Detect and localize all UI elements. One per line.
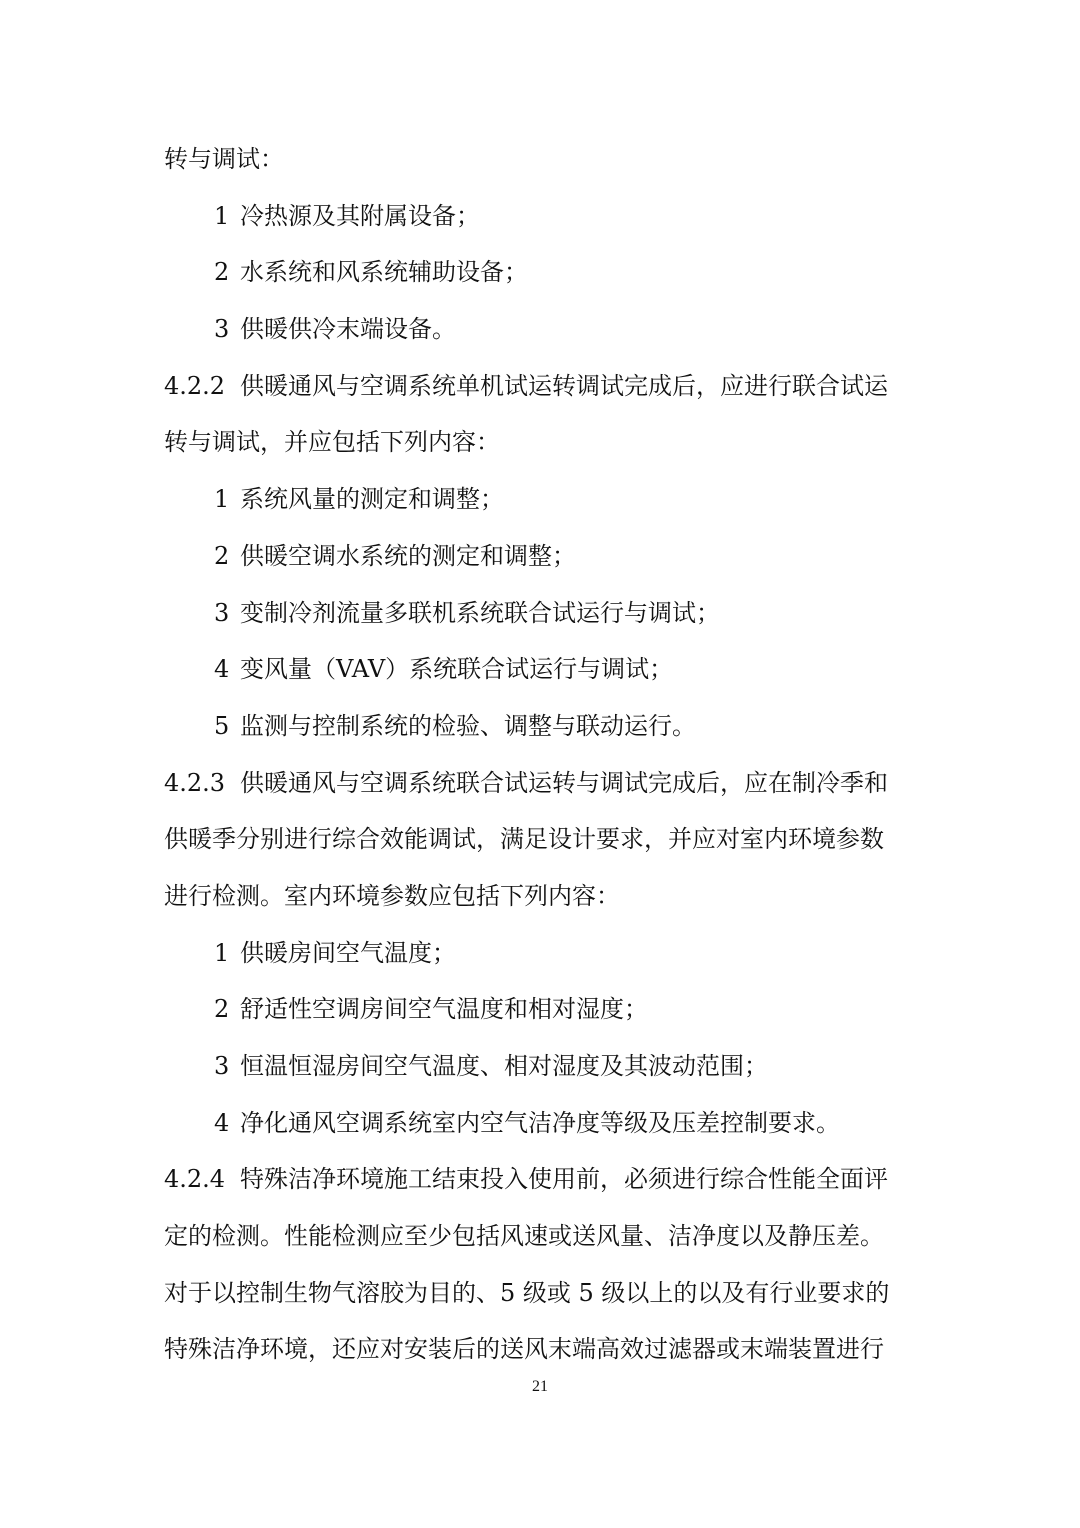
- line-text: 定的检测。性能检测应至少包括风速或送风量、洁净度以及静压差。: [164, 1222, 884, 1251]
- clause-number: 4.2.3: [164, 768, 226, 797]
- item-number: 2: [214, 541, 230, 570]
- item-number: 3: [214, 315, 230, 344]
- item-text: 监测与控制系统的检验、调整与联动运行。: [240, 711, 696, 740]
- list-item: [164, 1095, 924, 1152]
- line-text: 供暖季分别进行综合效能调试，满足设计要求，并应对室内环境参数: [164, 825, 884, 854]
- text-line: [164, 131, 924, 188]
- item-number: 3: [214, 1052, 230, 1080]
- item-text: 供暖房间空气温度；: [240, 938, 456, 967]
- clause-line: [164, 755, 924, 812]
- list-item: [164, 188, 924, 245]
- item-number: 4: [214, 1108, 230, 1137]
- clause-line: [164, 358, 924, 415]
- item-text: 恒温恒湿房间空气温度、相对湿度及其波动范围；: [240, 1052, 768, 1080]
- item-number: 1: [214, 201, 230, 230]
- item-text: 冷热源及其附属设备；: [240, 201, 480, 230]
- item-text: 变风量（VAV）系统联合试运行与调试；: [240, 655, 674, 684]
- list-item: [164, 1038, 924, 1095]
- list-item: [164, 244, 924, 301]
- clause-text: 特殊洁净环境施工结束投入使用前，必须进行综合性能全面评: [240, 1165, 888, 1194]
- list-item: [164, 698, 924, 755]
- item-text: 系统风量的测定和调整；: [240, 485, 504, 514]
- item-number: 5: [214, 711, 230, 740]
- item-text: 供暖供冷末端设备。: [240, 315, 456, 344]
- line-text: 转与调试，并应包括下列内容：: [164, 428, 500, 457]
- item-text: 变制冷剂流量多联机系统联合试运行与调试；: [240, 598, 720, 627]
- item-number: 1: [214, 938, 230, 967]
- clause-line: [164, 1151, 924, 1208]
- clause-number: 4.2.4: [164, 1165, 226, 1194]
- text-line: [164, 1265, 924, 1322]
- item-text: 供暖空调水系统的测定和调整；: [240, 541, 576, 570]
- list-item: [164, 585, 924, 642]
- text-line: [164, 811, 924, 868]
- clause-text: 供暖通风与空调系统联合试运转与调试完成后，应在制冷季和: [240, 768, 888, 797]
- list-item: [164, 641, 924, 698]
- line-text: 进行检测。室内环境参数应包括下列内容：: [164, 881, 620, 910]
- item-number: 4: [214, 655, 230, 684]
- text-line: [164, 414, 924, 471]
- line-text: 特殊洁净环境，还应对安装后的送风末端高效过滤器或末端装置进行: [164, 1335, 884, 1364]
- item-text: 舒适性空调房间空气温度和相对湿度；: [240, 995, 648, 1024]
- item-number: 2: [214, 995, 230, 1024]
- list-item: [164, 301, 924, 358]
- page-number: 21: [532, 1378, 548, 1395]
- list-item: [164, 471, 924, 528]
- item-text: 净化通风空调系统室内空气洁净度等级及压差控制要求。: [240, 1108, 840, 1137]
- clause-text: 供暖通风与空调系统单机试运转调试完成后，应进行联合试运: [240, 371, 888, 400]
- line-text: 对于以控制生物气溶胶为目的、5 级或 5 级以上的以及有行业要求的: [164, 1278, 890, 1307]
- item-number: 3: [214, 598, 230, 627]
- text-line: [164, 868, 924, 925]
- line-text: 转与调试：: [164, 145, 284, 173]
- list-item: [164, 981, 924, 1038]
- clause-number: 4.2.2: [164, 371, 226, 400]
- document-body: [164, 131, 924, 1378]
- item-text: 水系统和风系统辅助设备；: [240, 258, 528, 287]
- item-number: 1: [214, 485, 230, 514]
- text-line: [164, 1208, 924, 1265]
- text-line: [164, 1321, 924, 1378]
- list-item: [164, 925, 924, 982]
- item-number: 2: [214, 258, 230, 287]
- list-item: [164, 528, 924, 585]
